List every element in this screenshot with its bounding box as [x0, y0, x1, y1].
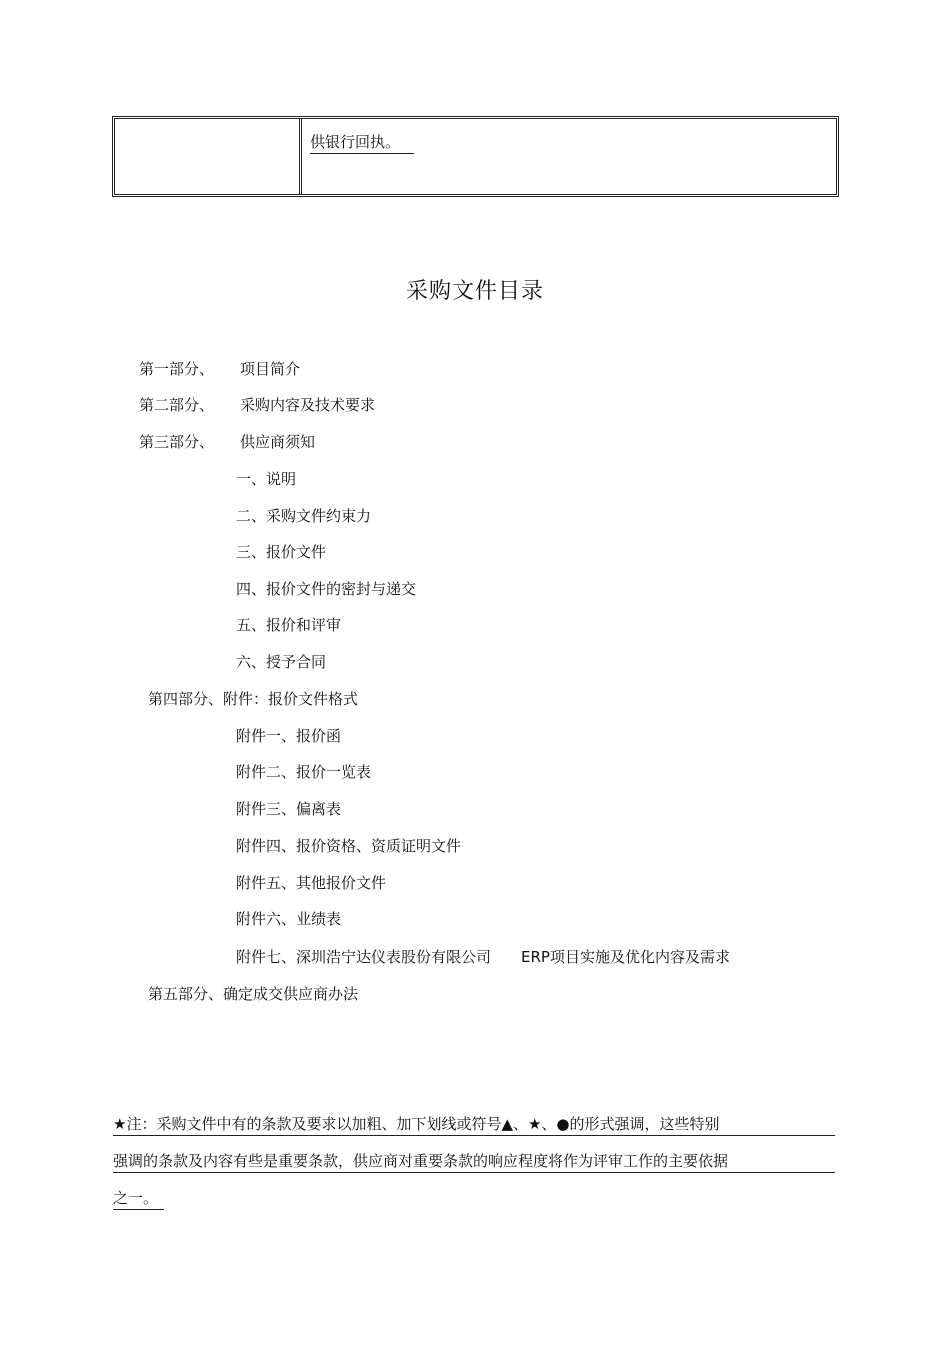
toc-appendix-item: 附件三、偏离表 [236, 800, 342, 818]
table-column-divider [299, 119, 302, 194]
toc-part-label: 第三部分、 [139, 433, 215, 451]
page-title: 采购文件目录 [405, 279, 544, 304]
toc-appendix-item: 附件四、报价资格、资质证明文件 [236, 837, 462, 855]
toc-part-title: 供应商须知 [240, 433, 316, 451]
top-table [112, 116, 839, 197]
toc-part-title: 采购内容及技术要求 [240, 396, 376, 414]
note-line-2: 强调的条款及内容有些是重要条款，供应商对重要条款的响应程度将作为评审工作的主要依据 [113, 1150, 835, 1173]
toc-appendix-item: 附件六、业绩表 [236, 910, 342, 928]
toc-appendix-item: 附件二、报价一览表 [236, 763, 372, 781]
toc-appendix-item: 附件一、报价函 [236, 727, 342, 745]
table-cell-text: 供银行回执。 [310, 131, 414, 154]
toc-subitem: 五、报价和评审 [236, 616, 342, 634]
toc-part-2 [139, 394, 375, 415]
toc-subitem: 三、报价文件 [236, 543, 327, 561]
toc-part-3 [139, 431, 315, 452]
toc-subitem: 一、说明 [236, 470, 297, 488]
toc-part-title: 项目简介 [240, 360, 301, 378]
toc-part-label: 第二部分、 [139, 396, 215, 414]
toc-appendix-item-7-company: 附件七、深圳浩宁达仪表股份有限公司 [236, 948, 492, 966]
toc-appendix-item-7 [236, 946, 730, 967]
toc-subitem: 二、采购文件约束力 [236, 507, 372, 525]
toc-part-4: 第四部分、附件：报价文件格式 [148, 690, 359, 708]
toc-appendix-item-7-project: ERP项目实施及优化内容及需求 [521, 948, 730, 966]
toc-part-5: 第五部分、确定成交供应商办法 [148, 985, 359, 1003]
toc-appendix-item: 附件五、其他报价文件 [236, 874, 387, 892]
toc-subitem: 六、授予合同 [236, 653, 327, 671]
note-line-1: ★注：采购文件中有的条款及要求以加粗、加下划线或符号▲、★、●的形式强调，这些特别 [113, 1113, 835, 1136]
toc-subitem: 四、报价文件的密封与递交 [236, 580, 417, 598]
toc-part-1 [139, 358, 300, 379]
note-line-3: 之一。 [113, 1187, 164, 1210]
toc-part-label: 第一部分、 [139, 360, 215, 378]
